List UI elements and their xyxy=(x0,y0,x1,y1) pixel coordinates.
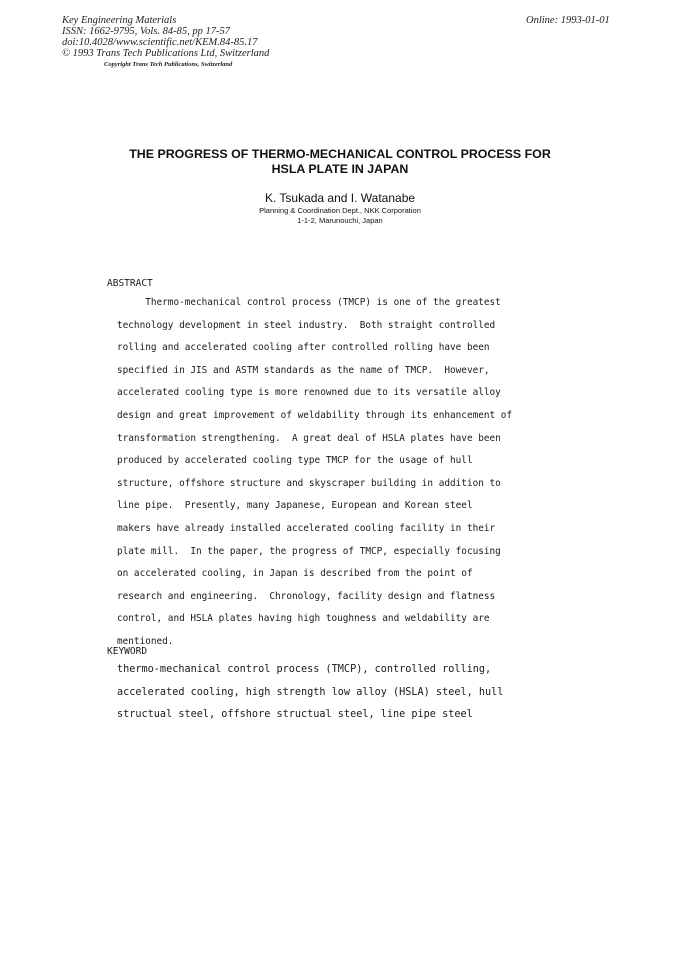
keyword-line: thermo-mechanical control process (TMCP), controlled rolling, xyxy=(117,664,492,675)
abstract-line: design and great improvement of weldability through its enhancement of xyxy=(117,409,513,421)
abstract-body xyxy=(117,292,512,654)
copyright-small-line: Copyright Trans Tech Publications, Switzerland xyxy=(104,61,233,68)
keyword-line: accelerated cooling, high strength low alloy (HSLA) steel, hull xyxy=(117,686,504,698)
abstract-line: control, and HSLA plates having high toughness and weldability are xyxy=(117,613,490,625)
abstract-line: produced by accelerated cooling type TMCP for the usage of hull xyxy=(117,455,473,467)
abstract-line: on accelerated cooling, in Japan is described from the point of xyxy=(117,568,473,580)
title-line-2: HSLA PLATE IN JAPAN xyxy=(271,162,409,176)
abstract-line: line pipe. Presently, many Japanese, European and Korean steel xyxy=(117,500,473,512)
abstract-line: research and engineering. Chronology, facility design and flatness xyxy=(117,590,496,602)
doi-line: doi:10.4028/www.scientific.net/KEM.84-85.17 xyxy=(62,37,258,48)
keyword-heading: KEYWORD xyxy=(107,646,148,657)
online-date: Online: 1993-01-01 xyxy=(526,15,610,26)
abstract-line: plate mill. In the paper, the progress of TMCP, especially focusing xyxy=(117,545,501,557)
abstract-line: mentioned. xyxy=(117,635,174,647)
affiliation-line-2: 1-1-2, Marunouchi, Japan xyxy=(297,216,383,225)
publication-header xyxy=(62,15,269,70)
abstract-line: Thermo-mechanical control process (TMCP) is one of the greatest xyxy=(117,297,501,308)
issn-line: ISSN: 1662-9795, Vols. 84-85, pp 17-57 xyxy=(62,26,230,37)
keyword-line: structual steel, offshore structual steel, line pipe steel xyxy=(117,709,473,721)
affiliation xyxy=(60,206,620,226)
abstract-line: rolling and accelerated cooling after controlled rolling have been xyxy=(117,342,490,354)
abstract-line: transformation strengthening. A great deal of HSLA plates have been xyxy=(117,432,501,444)
keyword-body xyxy=(117,659,503,727)
abstract-line: specified in JIS and ASTM standards as the name of TMCP. However, xyxy=(117,364,490,376)
copyright-line: © 1993 Trans Tech Publications Ltd, Switzerland xyxy=(62,48,270,59)
journal-name: Key Engineering Materials xyxy=(62,15,177,26)
affiliation-line-1: Planning & Coordination Dept., NKK Corporation xyxy=(259,206,421,215)
abstract-line: technology development in steel industry. Both straight controlled xyxy=(117,319,496,331)
abstract-line: makers have already installed accelerated cooling facility in their xyxy=(117,522,496,534)
authors: K. Tsukada and I. Watanabe xyxy=(264,191,416,205)
paper-title xyxy=(60,147,620,177)
abstract-line: accelerated cooling type is more renowned due to its versatile alloy xyxy=(117,387,501,399)
abstract-heading: ABSTRACT xyxy=(107,278,153,289)
abstract-line: structure, offshore structure and skyscraper building in addition to xyxy=(117,477,501,489)
title-line-1: THE PROGRESS OF THERMO-MECHANICAL CONTROL PROCESS FOR xyxy=(129,147,551,161)
